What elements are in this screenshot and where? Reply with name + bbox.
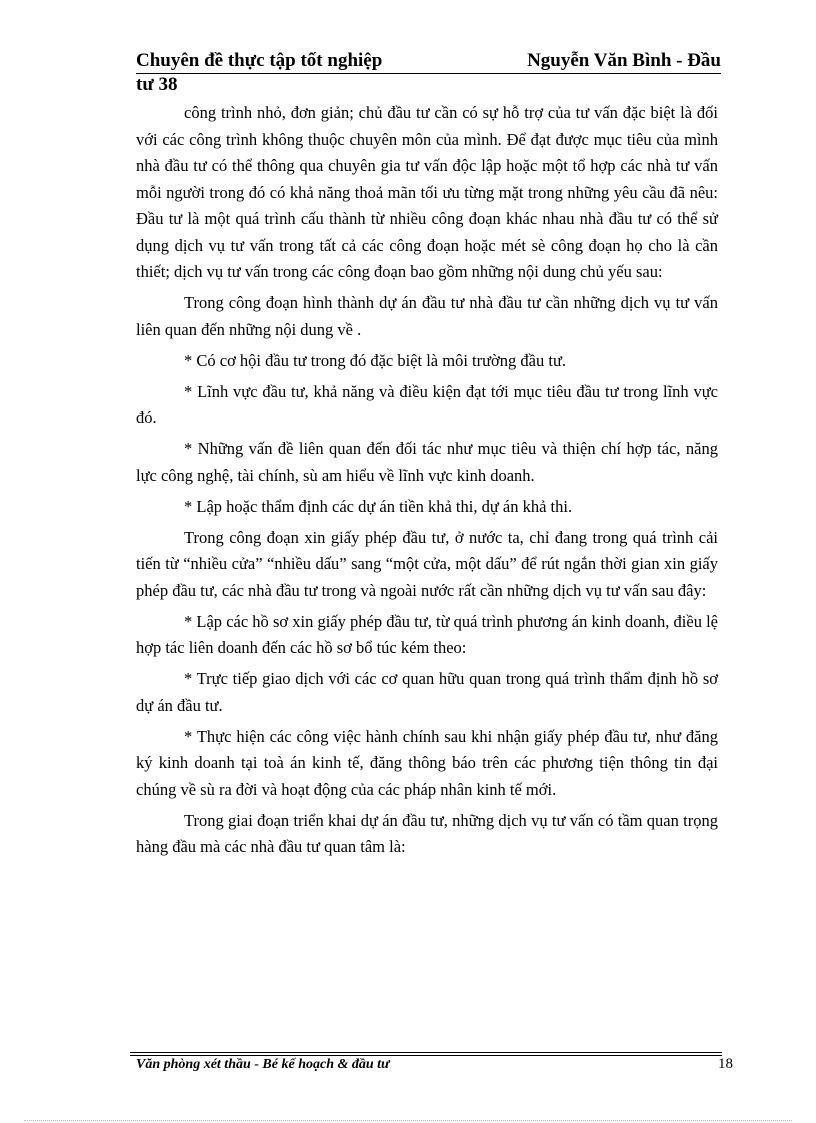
paragraph: * Thực hiện các công việc hành chính sau khi nhận giấy phép đầu tư, như đăng ký kinh doanh tại toà án kinh tế, đăng thông báo trên các phương tiện thông tin đại chúng về sù ra đời và hoạt động của các pháp nhân kinh tế mới. [136,726,718,799]
header-continuation: tư 38 [136,74,178,95]
paragraph: * Lập hoặc thẩm định các dự án tiền khả thi, dự án khả thi. [184,496,573,516]
page-number: 18 [718,1056,733,1072]
footer-divider [130,1055,722,1056]
paragraph: Trong công đoạn xin giấy phép đầu tư, ở nước ta, chỉ đang trong quá trình cải tiến từ “nhiều cửa” “nhiều dấu” sang “một cửa, một dấu” để rút ngắn thời gian xin giấy phép đầu tư, các nhà đầu tư trong và ngoài nước rất cần những dịch vụ tư vấn sau đây: [136,527,718,600]
footer-office: Văn phòng xét thầu - Bé kế hoạch & đầu tư [136,1057,390,1072]
paragraph: * Những vấn đề liên quan đến đối tác như mục tiêu và thiện chí hợp tác, năng lực công nghệ, tài chính, sù am hiểu về lĩnh vực kinh doanh. [136,439,718,485]
paragraph: * Trực tiếp giao dịch với các cơ quan hữu quan trong quá trình thẩm định hồ sơ dự án đầu tư. [136,669,718,715]
header-title: Chuyên đề thực tập tốt nghiệp [136,50,383,71]
footer-divider [130,1052,722,1053]
paragraph: * Lập các hồ sơ xin giấy phép đầu tư, từ quá trình phương án kinh doanh, điều lệ hợp tác liên doanh đến các hồ sơ bổ túc kém theo: [136,611,718,657]
paragraph: Trong giai đoạn triển khai dự án đầu tư, những dịch vụ tư vấn có tầm quan trọng hàng đầu mà các nhà đầu tư quan tâm là: [136,810,718,856]
page-edge-divider [24,1120,792,1121]
paragraph: công trình nhỏ, đơn giản; chủ đầu tư cần có sự hỗ trợ của tư vấn đặc biệt là đối với các công trình không thuộc chuyên môn của mình. Để đạt được mục tiêu của mình nhà đầu tư có thể thông qua chuyên gia tư vấn độc lập hoặc một tổ hợp các nhà tư vấn mỗi người trong đó có khả năng thoả mãn tối ưu từng mặt trong những yêu cầu đã nêu: Đầu tư là một quá trình cấu thành từ nhiều công đoạn khác nhau nhà đầu tư có thể sử dụng dịch vụ tư vấn trong tất cả các công đoạn hoặc mét sè công đoạn họ cho là cần thiết; dịch vụ tư vấn trong các công đoạn bao gồm những nội dung chủ yếu sau: [136,103,718,281]
header-author: Nguyễn Văn Bình - Đầu [527,50,721,71]
paragraph: * Lĩnh vực đầu tư, khả năng và điều kiện đạt tới mục tiêu đầu tư trong lĩnh vực đó. [136,381,718,427]
paragraph: Trong công đoạn hình thành dự án đầu tư nhà đầu tư cần những dịch vụ tư vấn liên quan đến những nội dung về . [136,293,718,339]
paragraph: * Có cơ hội đầu tư trong đó đặc biệt là môi trường đầu tư. [184,350,567,370]
header-line [136,50,721,74]
page-header [136,50,721,96]
document-body [136,100,718,865]
